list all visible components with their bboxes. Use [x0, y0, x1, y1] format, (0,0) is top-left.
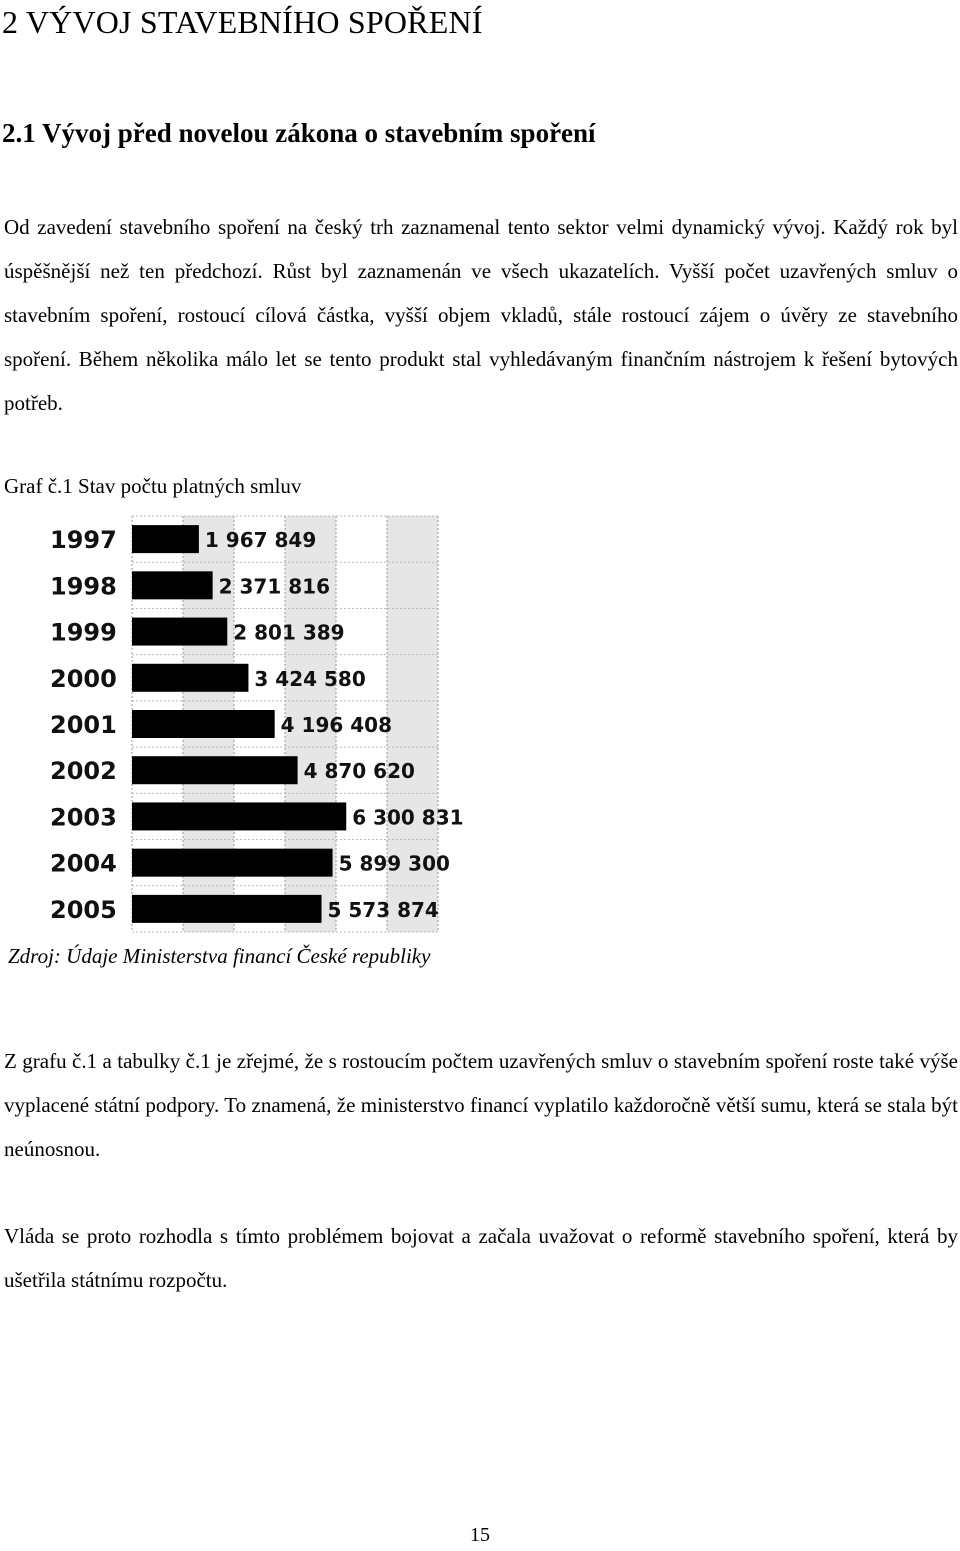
value-label-2000: 3 424 580 [254, 666, 366, 691]
bar-1998 [132, 571, 213, 599]
year-label-2003: 2003 [50, 803, 117, 832]
value-label-2005: 5 573 874 [327, 897, 439, 922]
conclusion-paragraph: Vláda se proto rozhodla s tímto problémem bojovat a začala uvažovat o reformě stavebního spoření, která by ušetřila státnímu rozpočtu. [4, 1224, 958, 1292]
bar-2005 [132, 895, 322, 923]
bar-2001 [132, 710, 275, 738]
value-label-1998: 2 371 816 [218, 574, 330, 599]
figure-source: Zdroj: Údaje Ministerstva financí České republiky [8, 944, 431, 968]
page-number: 15 [470, 1524, 490, 1546]
analysis-paragraph: Z grafu č.1 a tabulky č.1 je zřejmé, že s rostoucím počtem uzavřených smluv o stavebním spoření roste také výše vyplacené státní podpory. To znamená, že ministerstvo financí vyplatilo každoročně větší sumu, která se stala být neúnosnou. [4, 1049, 958, 1161]
year-label-1998: 1998 [50, 572, 117, 601]
year-label-2005: 2005 [50, 895, 117, 924]
bar-2003 [132, 802, 346, 830]
section-heading: 2 VÝVOJ STAVEBNÍHO SPOŘENÍ [2, 4, 483, 40]
year-label-1997: 1997 [50, 526, 117, 555]
value-label-2004: 5 899 300 [338, 851, 450, 876]
bar-2002 [132, 756, 298, 784]
year-label-1999: 1999 [50, 618, 117, 647]
subsection-heading: 2.1 Vývoj před novelou zákona o stavebním spoření [2, 118, 596, 148]
bar-1999 [132, 618, 227, 646]
intro-paragraph: Od zavedení stavebního spoření na český trh zaznamenal tento sektor velmi dynamický vývoj. Každý rok byl úspěšnější než ten předchozí. Růst byl zaznamenán ve všech ukazatelích. Vyšší počet uzavřených smluv o stavebním spoření, rostoucí cílová částka, vyšší objem vkladů, stále rostoucí zájem o úvěry ze stavebního spoření. Během několika málo let se tento produkt stal vyhledávaným finančním nástrojem k řešení bytových potřeb. [4, 215, 958, 415]
year-label-2001: 2001 [50, 711, 117, 739]
bar-2000 [132, 664, 248, 692]
value-label-2003: 6 300 831 [352, 805, 464, 830]
contracts-bar-chart [40, 508, 464, 934]
value-label-1997: 1 967 849 [204, 528, 317, 553]
bar-1997 [132, 525, 199, 553]
figure-caption: Graf č.1 Stav počtu platných smluv [4, 474, 302, 498]
value-label-2002: 4 870 620 [303, 759, 415, 784]
year-label-2000: 2000 [50, 664, 117, 693]
year-label-2004: 2004 [50, 849, 117, 878]
value-label-2001: 4 196 408 [280, 713, 393, 737]
value-label-1999: 2 801 389 [233, 620, 345, 645]
year-label-2002: 2002 [50, 757, 117, 786]
bar-2004 [132, 849, 333, 877]
